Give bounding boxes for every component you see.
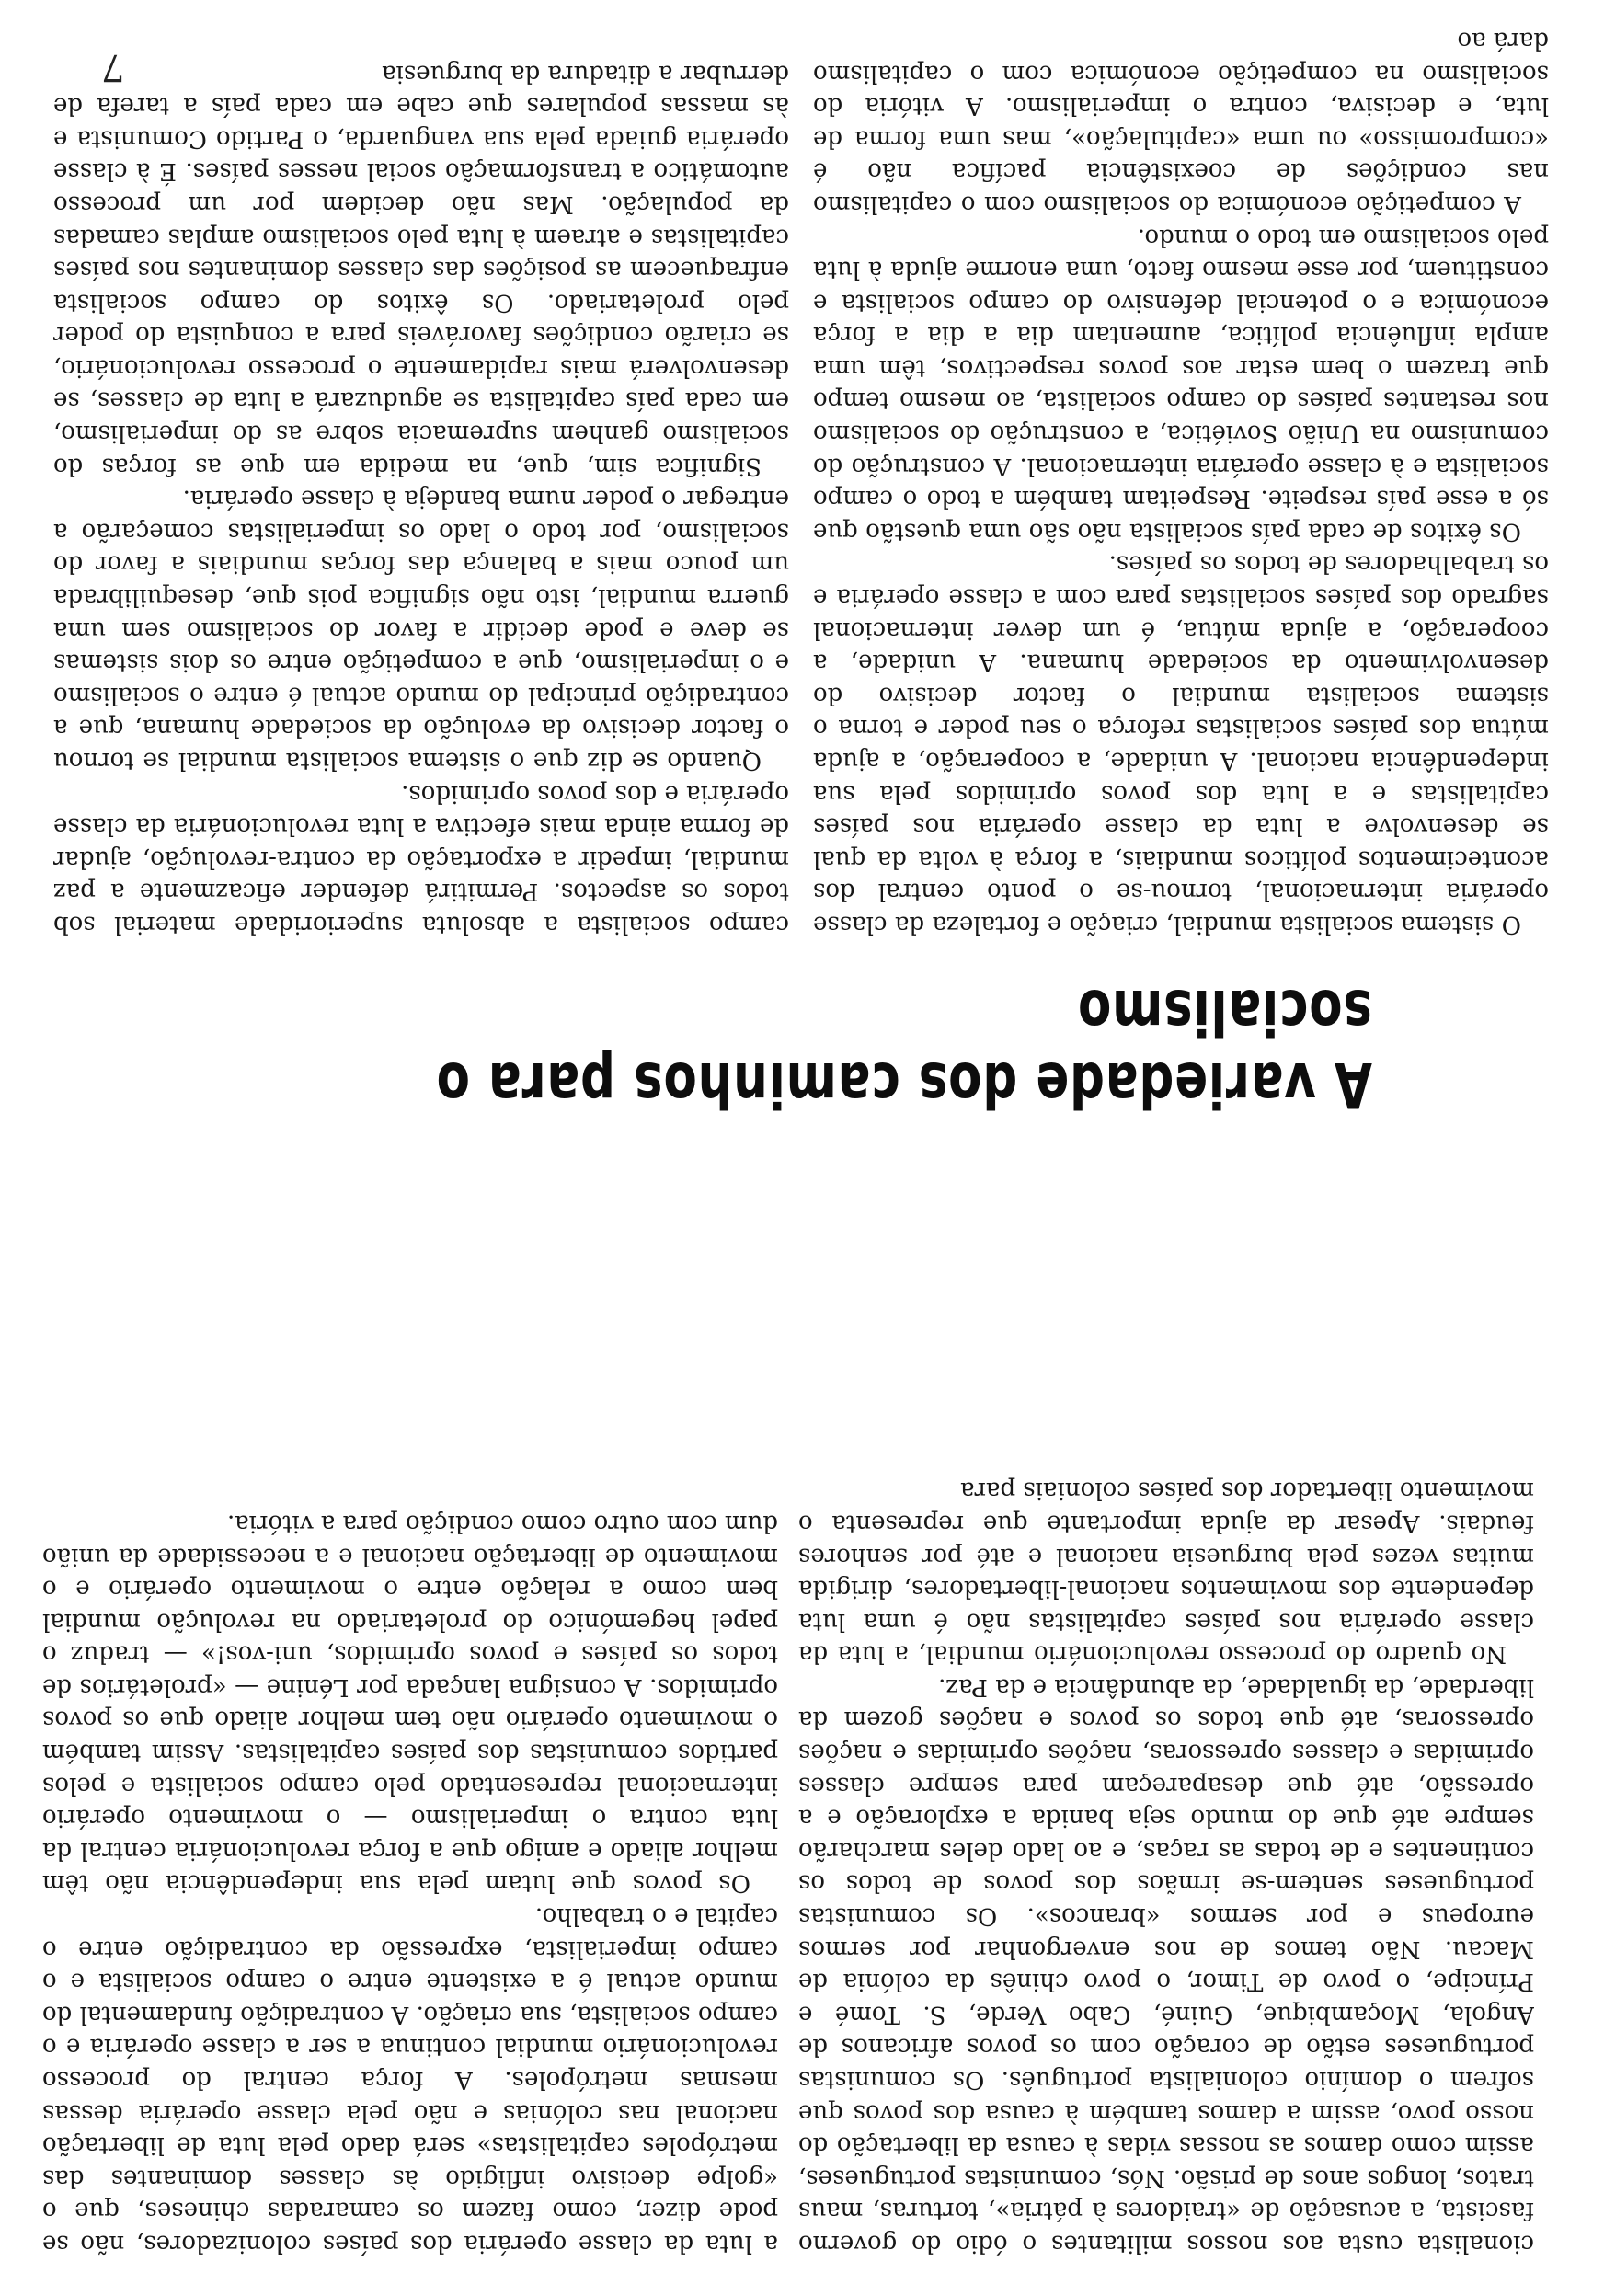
paragraph: campo socialista a absoluta superioridade material sob todos os aspectos. Permitirá defender eficazmente a paz mundial, impedir a exportação da contra-revolução, ajudar de forma ainda mais efectiva a luta revolucionária da classe operária e dos povos oprimidos. <box>53 779 789 938</box>
page-number: 7 <box>101 46 125 88</box>
paragraph: A competição económica do socialismo com o capitalismo nas condições de coexistência pacífica não é «compromisso» ou uma «capitulação», mas uma forma de luta, e decisiva, contra o imperialismo. A vitória do socialismo na competição económica com o capitalismo dará ao <box>813 26 1549 218</box>
paragraph: cionalista custa aos nossos militantes o ódio do governo fascista, a acusação de «traidores à pátria», torturas, maus tratos, longos anos de prisão. Nós, comunistas portugueses, assim como damos as nossas vidas à causa da libertação do nosso povo, assim a damos também à causa dos povos que sofrem o domínio colonialista português. Os comunistas portugueses estão de coração com os povos africanos de Angola, Moçambique, Guiné, Cabo Verde, S. Tomé e Príncipe, o povo de Timor, o povo chinês da colónia de Macau. Não temos de nos envergonhar por sermos europeus e por sermos «brancos». Os comunistas portugueses sentem-se irmãos dos povos de todos os continentes e de todas as raças, e ao lado deles marcharão sempre até que do mundo seja banida a exploração e a opressão, até que desapareçam para sempre classes oprimidas e classes opressoras, nações oprimidas e nações opressoras, até que todos os povos e nações gozem da liberdade, da igualdade, da abundância e da Paz. <box>798 1672 1534 2257</box>
column-bottom-right <box>53 20 789 940</box>
column-top-right <box>42 1126 778 2259</box>
paragraph: No quadro do processo revolucionário mundial, a luta da classe operária nos países capitalistas não é uma luta dependente dos movimentos nacional-libertadores, dirigida muitas vezes pela burguesia nacional e até por senhores feudais. Apesar da ajuda importante que representa o movimento libertador dos países coloniais para <box>798 1476 1534 1669</box>
paragraph: Os povos que lutam pela sua independência não têm melhor aliado e amigo que a força revolucionária central da luta contra o imperialismo — o movimento operário internacional representado pelo campo socialista e pelos partidos comunistas dos países capitalistas. Assim também o movimento operário não tem melhor aliado que os povos oprimidos. A consigna lançada por Lénine — «proletários de todos os países e povos oprimidos, uni-vos!» — traduz o papel hegemónico do proletariado na revolução mundial bem como a relação entre o movimento operário e o movimento de libertação nacional e a necessidade da união dum com outro como condição para a vitória. <box>42 1509 778 1898</box>
paragraph: a luta da classe operária dos países colonizadores, não se pode dizer, como fazem os camaradas chineses, que o «golpe decisivo infligido às classes dominantes das metrópoles capitalistas» será dado pela luta de libertação nacional nas colónias e não pela classe operária dessas mesmas metrópoles. A força central do processo revolucionário mundial continua a ser a classe operária e o campo socialista, sua criação. A contradição fundamental do mundo actual é a existente entre o campo socialista e o campo imperialista, expressão da contradição entre o capital e o trabalho. <box>42 1902 778 2257</box>
article-headline: A variedade dos caminhos para o socialismo <box>435 975 1372 1120</box>
paragraph: Quando se diz que o sistema socialista mundial se tornou o factor decisivo da evolução da sociedade humana, que a contradição principal do mundo actual é entre o socialismo e o imperialismo, que a competição entre os dois sistemas se deve e pode decidir a favor do socialismo sem uma guerra mundial, isto não significa pois que, desequilibrada um pouco mais a balança das forças mundiais a favor do socialismo, por todo o lado os imperialistas começarão a entregar o poder numa bandeja à classe operária. <box>53 485 789 775</box>
column-bottom-left <box>813 20 1549 940</box>
paragraph: Significa sim, que, na medida em que as forças do socialismo ganhem supremacia sobre as do imperialismo, em cada país capitalista se aguduzará a luta de classes, se desenvolverá mais rapidamente o processo revolucionário, se criarão condições favoráveis para a conquista do poder pelo proletariado. Os êxitos do campo socialista enfraquecem as posições das classes dominantes nos países capitalistas e atraem à luta pelo socialismo amplas camadas da população. Mas não decidem por um processo automático a transformação social nesses países. É à classe operária guiada pela sua vanguarda, o Partido Comunista e às massas populares que cabe em cada país a tarefa de derrubar a ditadura da burguesia <box>53 59 789 480</box>
paragraph: Os êxitos de cada país socialista não são uma questão que só a esse país respeite. Respeitam também a todo o campo socialista e à classe operária internacional. A construção do comunismo na União Soviética, a construção do socialismo nos restantes países do campo socialista, ao mesmo tempo que trazem o bem estar aos povos respectivos, têm uma ampla influência política, aumentam dia a dia a força económica e o potencial defensivo do campo socialista e constituem, por esse mesmo facto, uma enorme ajuda à luta pelo socialismo em todo o mundo. <box>813 223 1549 545</box>
column-top-left <box>798 1126 1534 2259</box>
paragraph: O sistema socialista mundial, criação e fortaleza da classe operária internacional, tornou-se o ponto central dos acontecimentos políticos mundiais, a força à volta da qual se desenvolve a luta da classe operária nos países capitalistas e a luta dos povos oprimidos pela sua independência nacional. A unidade, a cooperação, a ajuda mútua dos países socialistas reforça o seu poder e torna o sistema socialista mundial o factor decisivo do desenvolvimento da sociedade humana. A unidade, a cooperação, a ajuda mútua, é um dever internacional sagrado dos países socialistas para com a classe operária e os trabalhadores de todos os países. <box>813 550 1549 938</box>
